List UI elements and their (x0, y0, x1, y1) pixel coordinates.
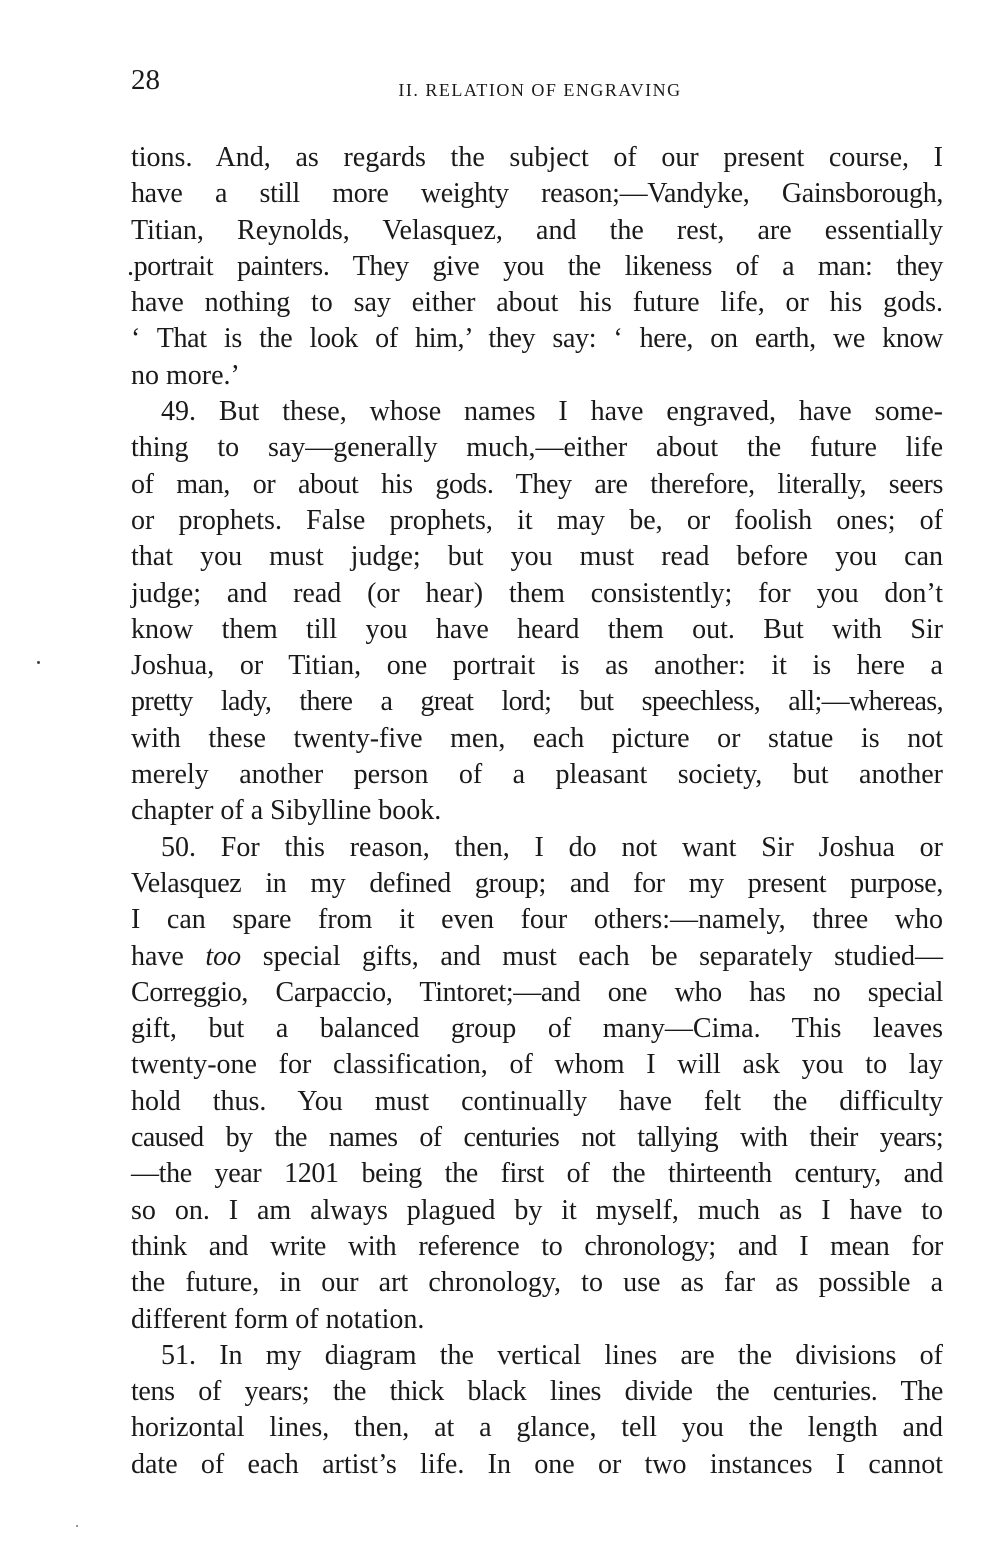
text-line: so on. I am always plagued by it myself, much as I have to (131, 1194, 943, 1226)
text-line: tions. And, as regards the subject of our present course, I (131, 142, 943, 173)
text-line: think and write with reference to chronology; and I mean for (131, 1230, 943, 1262)
text-fragment: special gifts, and must each be separately studied— (262, 940, 944, 972)
stray-mark (37, 661, 40, 664)
text-line: merely another person of a pleasant society, but another (131, 759, 943, 791)
text-line: no more.’ (131, 359, 240, 391)
text-line: the future, in our art chronology, to use as far as possible a (131, 1267, 943, 1299)
stray-mark (76, 1525, 78, 1527)
text-line: tens of years; the thick black lines divide the centuries. The (131, 1376, 943, 1408)
text-line (131, 939, 943, 975)
text-line: thing to say—generally much,—either about the future life (131, 432, 943, 464)
text-line: gift, but a balanced group of many—Cima. This leaves (131, 1013, 943, 1045)
text-line: horizontal lines, then, at a glance, tell you the length and (131, 1412, 943, 1444)
text-line: twenty-one for classification, of whom I will ask you to lay (131, 1049, 943, 1081)
text-line: that you must judge; but you must read before you can (131, 541, 943, 573)
text-line: chapter of a Sibylline book. (131, 795, 442, 827)
text-line: caused by the names of centuries not tallying with their years; (131, 1122, 943, 1154)
text-line: Velasquez in my defined group; and for my present purpose, (131, 867, 943, 899)
text-line: Correggio, Carpaccio, Tintoret;—and one who has no special (131, 976, 943, 1008)
italic-word: too (205, 940, 242, 972)
text-line: different form of notation. (131, 1303, 425, 1335)
page-number: 28 (131, 64, 160, 96)
text-line: .portrait painters. They give you the likeness of a man: they (127, 250, 943, 282)
text-line: or prophets. False prophets, it may be, or foolish ones; of (131, 504, 943, 536)
text-fragment: have (131, 940, 184, 972)
text-line: with these twenty-five men, each picture or statue is not (131, 722, 943, 754)
text-line: I can spare from it even four others:—namely, three who (131, 904, 943, 936)
text-line: know them till you have heard them out. But with Sir (131, 613, 943, 645)
text-line: pretty lady, there a great lord; but speechless, all;—whereas, (131, 686, 943, 718)
paragraph-49-start: 49. But these, whose names I have engraved, have some- (161, 396, 943, 428)
text-line: have a still more weighty reason;—Vandyke, Gainsborough, (131, 178, 943, 210)
text-line: —the year 1201 being the first of the thirteenth century, and (131, 1158, 943, 1190)
paragraph-51-start: 51. In my diagram the vertical lines are the divisions of (161, 1339, 943, 1371)
text-line: Titian, Reynolds, Velasquez, and the rest, are essentially (131, 214, 943, 246)
running-title: II. RELATION OF ENGRAVING (398, 80, 682, 100)
text-line: have nothing to say either about his future life, or his gods. (131, 287, 943, 319)
text-line: judge; and read (or hear) them consistently; for you don’t (131, 577, 943, 609)
text-line: Joshua, or Titian, one portrait is as another: it is here a (131, 650, 943, 682)
paragraph-50-start: 50. For this reason, then, I do not want Sir Joshua or (161, 831, 943, 863)
text-line: date of each artist’s life. In one or two instances I cannot (131, 1448, 943, 1480)
text-line: ‘ That is the look of him,’ they say: ‘ here, on earth, we know (131, 323, 943, 355)
text-line: of man, or about his gods. They are therefore, literally, seers (131, 468, 943, 500)
text-line: hold thus. You must continually have felt the difficulty (131, 1085, 943, 1117)
body-text (127, 140, 944, 1483)
